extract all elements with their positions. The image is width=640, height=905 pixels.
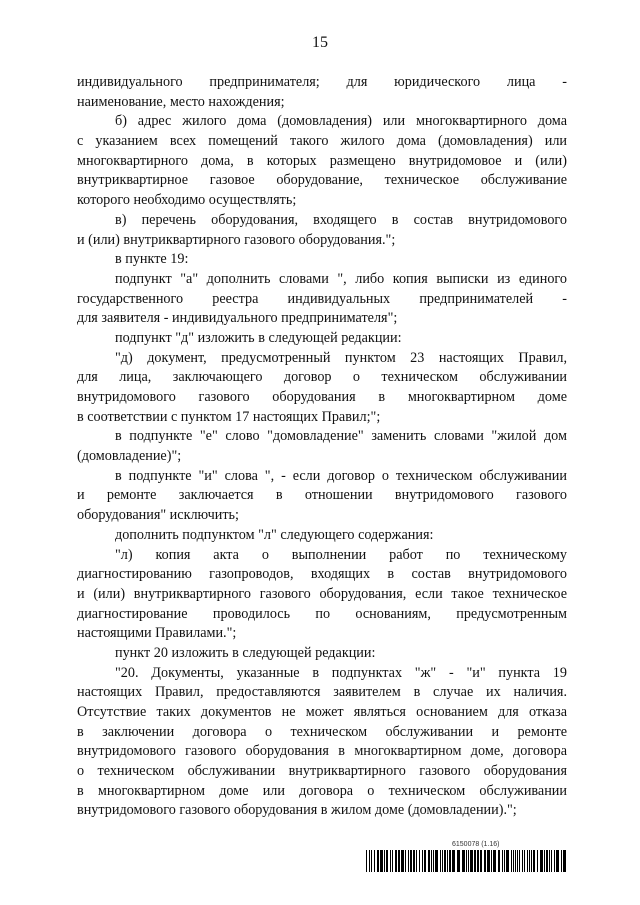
text-line: "20. Документы, указанные в подпунктах "ж" - "и" пункта 19 bbox=[115, 664, 567, 681]
text-line: государственного реестра индивидуальных предпринимателей - bbox=[77, 290, 567, 307]
text-line: и (или) внутриквартирного газового оборудования."; bbox=[77, 231, 396, 248]
text-line: внутриквартирное газовое оборудование, техническое обслуживание bbox=[77, 172, 567, 189]
text-line: внутридомового газового оборудования в жилом доме (домовладении)."; bbox=[77, 802, 517, 819]
text-line: в пункте 19: bbox=[115, 251, 189, 268]
text-line: о техническом обслуживании внутриквартирного газового оборудования bbox=[77, 763, 567, 780]
barcode-image bbox=[366, 850, 566, 872]
document-code: 6150078 (1.16) bbox=[452, 841, 500, 848]
text-line: Отсутствие таких документов не может являться основанием для отказа bbox=[77, 704, 567, 720]
text-line: диагностированию газопроводов, входящих в состав внутридомового bbox=[77, 566, 567, 583]
text-line: внутридомового газового оборудования в многоквартирном доме, договора bbox=[77, 743, 567, 760]
text-line: многоквартирного дома, в которых размещено внутридомовое и (или) bbox=[77, 152, 567, 169]
text-line: для лица, заключающего договор о техническом обслуживании bbox=[77, 369, 567, 386]
text-line: настоящих Правил, предоставляются заявителем в случае их наличия. bbox=[77, 684, 567, 701]
text-line: которого необходимо осуществлять; bbox=[77, 192, 297, 209]
text-line: наименование, место нахождения; bbox=[77, 93, 285, 110]
text-line: дополнить подпунктом "л" следующего содержания: bbox=[115, 526, 434, 543]
text-line: для заявителя - индивидуального предпринимателя"; bbox=[77, 310, 398, 327]
text-line: в подпункте "и" слова ", - если договор о техническом обслуживании bbox=[115, 467, 567, 484]
text-line: в заключении договора о техническом обслуживании и ремонте bbox=[77, 723, 567, 740]
text-line: в многоквартирном доме или договора о техническом обслуживании bbox=[77, 782, 567, 799]
text-line: в подпункте "е" слово "домовладение" заменить словами "жилой дом bbox=[115, 428, 567, 445]
text-line: с указанием всех помещений такого жилого дома (домовладения) или bbox=[77, 133, 567, 150]
text-line: в соответствии с пунктом 17 настоящих Правил;"; bbox=[77, 408, 381, 425]
text-line: "д) документ, предусмотренный пунктом 23 настоящих Правил, bbox=[115, 349, 567, 366]
text-line: (домовладение)"; bbox=[77, 448, 182, 465]
text-line: б) адрес жилого дома (домовладения) или многоквартирного дома bbox=[115, 113, 567, 130]
text-line: внутридомового газового оборудования в многоквартирном доме bbox=[77, 389, 567, 405]
text-line: и ремонте заключается в отношении внутридомового газового bbox=[77, 487, 567, 504]
text-line: индивидуального предпринимателя; для юридического лица - bbox=[77, 74, 567, 90]
text-line: в) перечень оборудования, входящего в состав внутридомового bbox=[115, 211, 567, 228]
text-line: и (или) внутриквартирного газового оборудования, если такое техническое bbox=[77, 585, 567, 602]
text-line: настоящими Правилами."; bbox=[77, 625, 237, 642]
text-line: пункт 20 изложить в следующей редакции: bbox=[115, 644, 376, 661]
text-line: оборудования" исключить; bbox=[77, 507, 239, 524]
text-line: диагностирование проводилось по основаниям, предусмотренным bbox=[77, 605, 567, 622]
page-number: 15 bbox=[312, 34, 328, 51]
text-line: "л) копия акта о выполнении работ по техническому bbox=[115, 546, 567, 563]
text-line: подпункт "д" изложить в следующей редакции: bbox=[115, 329, 402, 346]
document-body bbox=[77, 73, 567, 821]
text-line: подпункт "а" дополнить словами ", либо копия выписки из единого bbox=[115, 270, 567, 287]
